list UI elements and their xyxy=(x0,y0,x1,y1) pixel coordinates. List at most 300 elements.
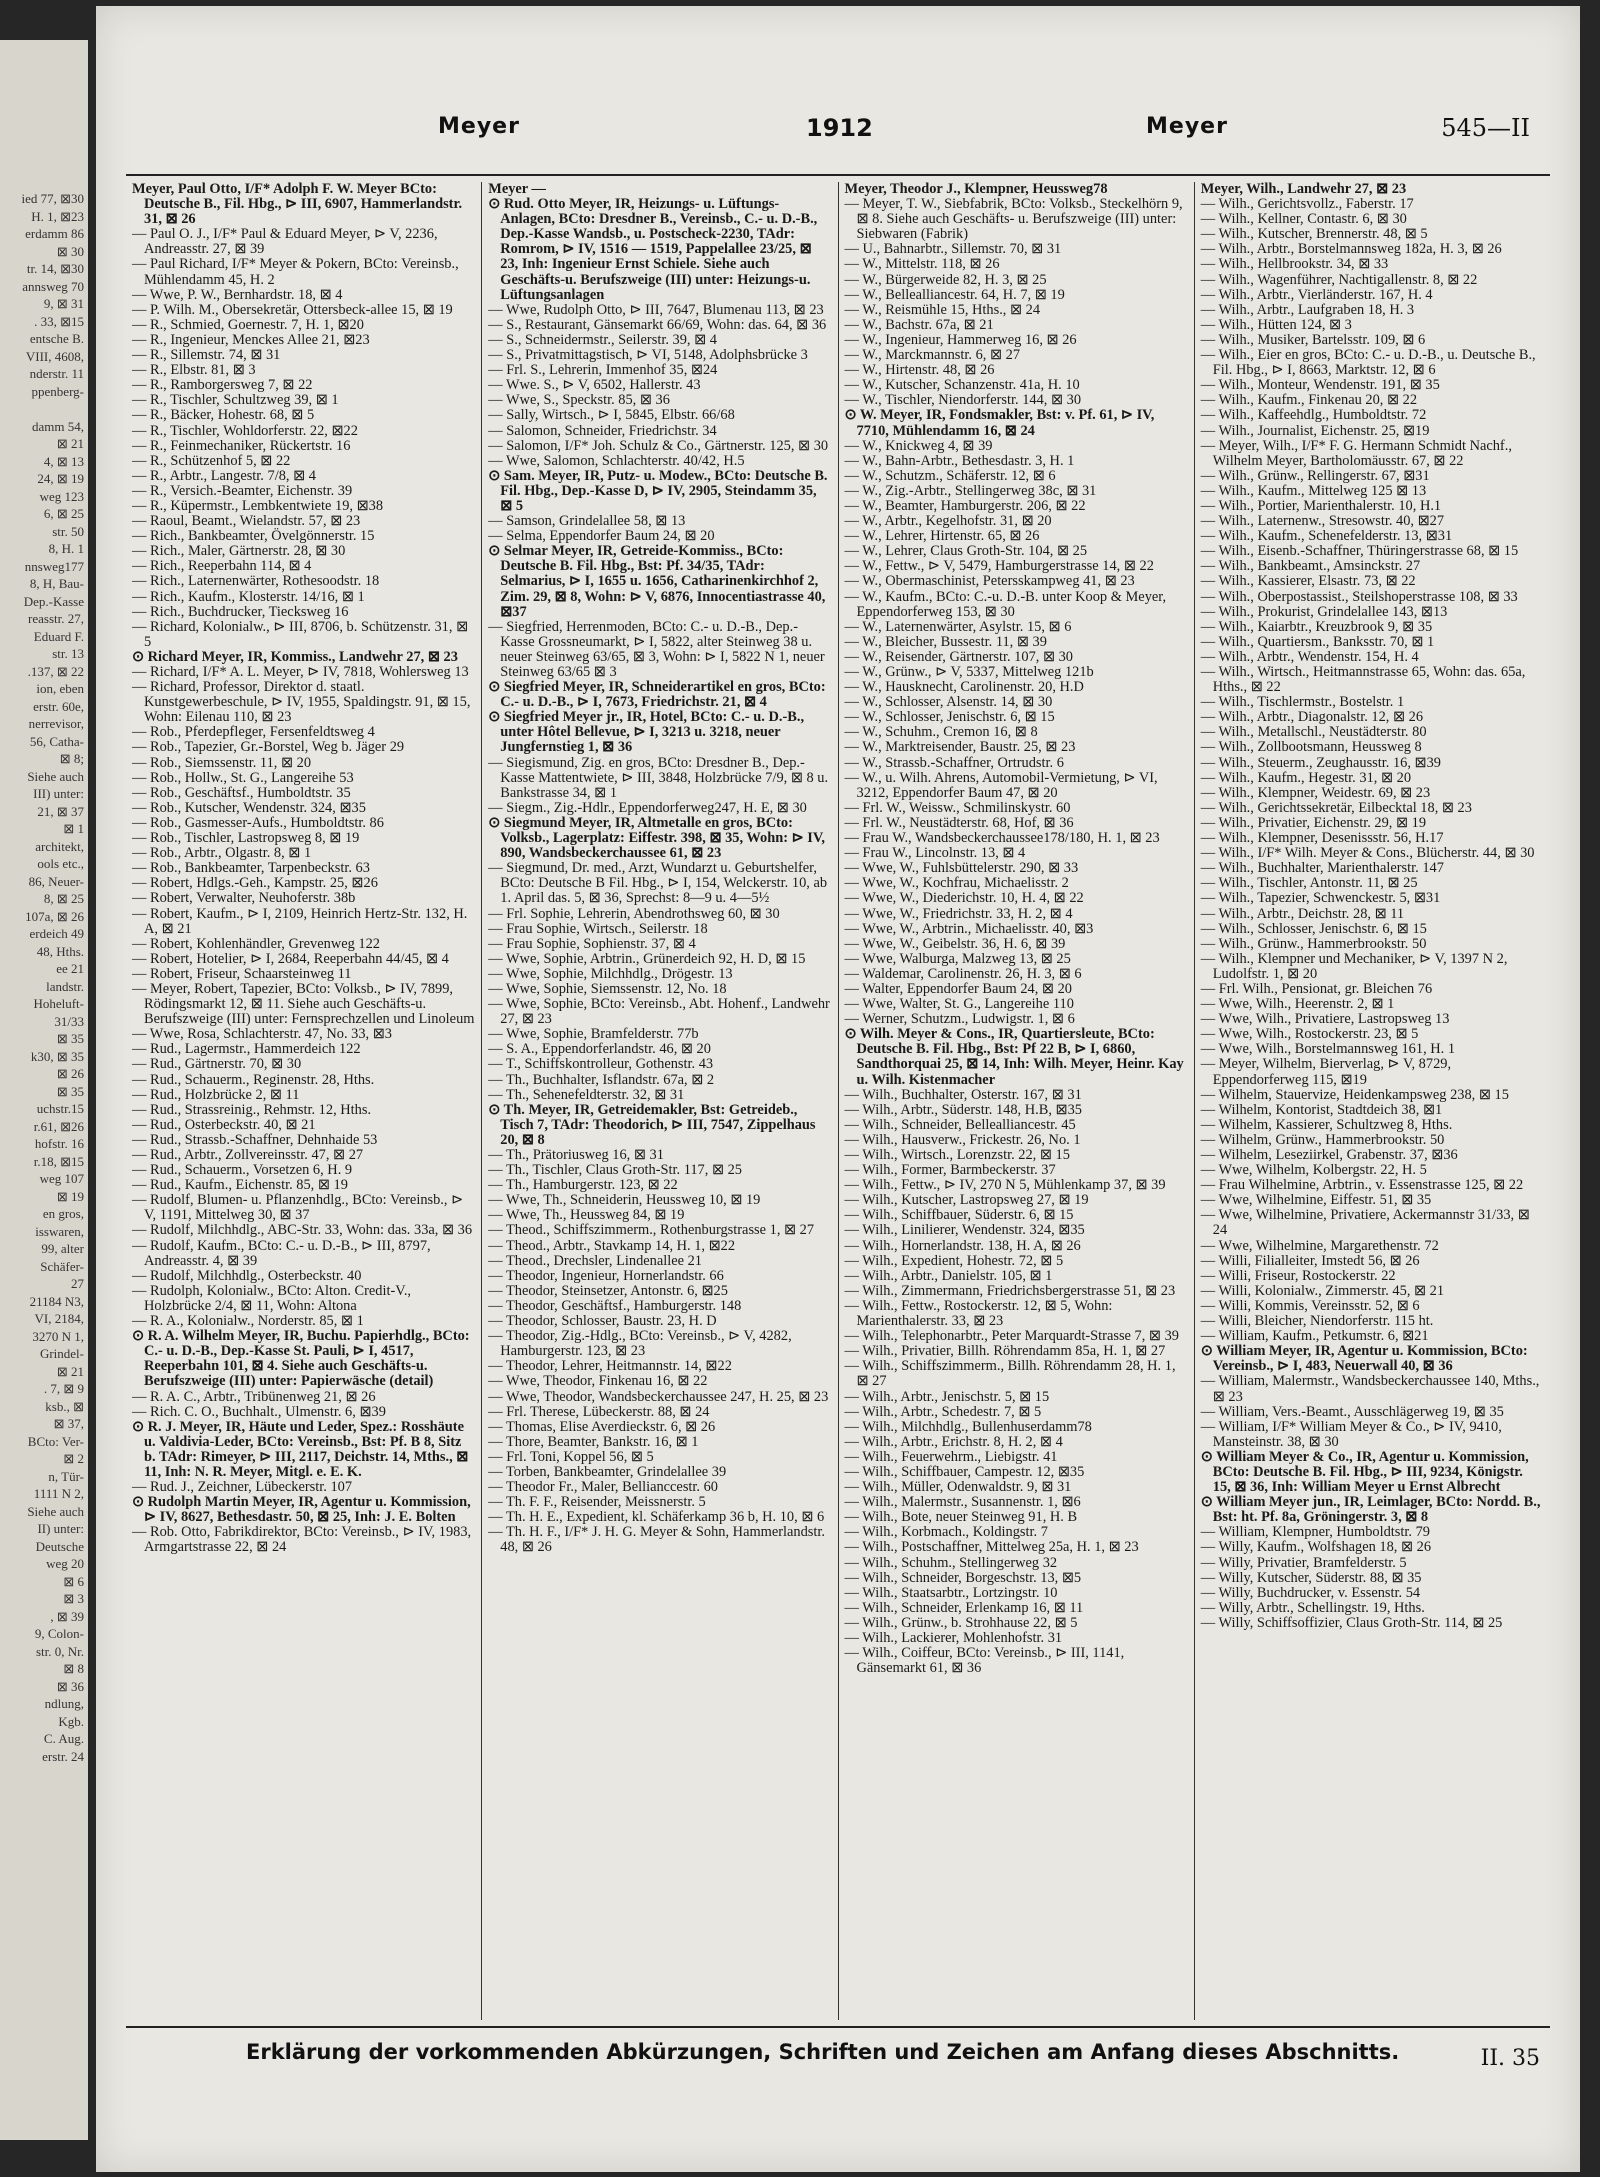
directory-entry: — Wilh., Tischler, Antonstr. 11, ⊠ 25 xyxy=(1200,875,1418,892)
directory-entry: — Rob., Geschäftsf., Humboldtstr. 35 xyxy=(132,784,351,801)
adjacent-page-line: C. Aug. xyxy=(43,1731,84,1746)
directory-entry: — Frau Wilhelmine, Arbtrin., v. Essenstrasse 125, ⊠ 22 xyxy=(1200,1177,1524,1194)
adjacent-page-line: weg 20 xyxy=(46,1556,84,1571)
directory-entry: — W., Reismühle 15, Hths., ⊠ 24 xyxy=(844,301,1041,318)
directory-entry: ⊙ Rudolph Martin Meyer, IR, Agentur u. Kommission, ⊳ IV, 8627, Bethesdastr. 50, ⊠ 25, Inh: J. E. Bolten xyxy=(132,1494,471,1526)
directory-entry: — Wwe, W., Fuhlsbüttelerstr. 290, ⊠ 33 xyxy=(844,860,1079,877)
directory-entry: — Siegmund, Dr. med., Arzt, Wundarzt u. Geburtshelfer, BCto: Deutsche B Fil. Hbg., ⊳ I, 154, Welckerstr. 10, ab 1. April das. 5, ⊠ 36, Sprechst: 8—9 u. 4—5½ xyxy=(488,860,828,907)
directory-entry: — Wilh., Quartiersm., Banksstr. 70, ⊠ 1 xyxy=(1200,633,1435,650)
directory-entry: — Theod., Arbtr., Stavkamp 14, H. 1, ⊠22 xyxy=(488,1237,736,1254)
adjacent-page-line: . 33, ⊠15 xyxy=(34,313,84,329)
directory-entry: — Wilh., Kaiarbtr., Kreuzbrook 9, ⊠ 35 xyxy=(1200,618,1433,635)
directory-entry: — W., Fettw., ⊳ V, 5479, Hamburgerstrasse 14, ⊠ 22 xyxy=(844,558,1154,575)
directory-entry: — Willi, Kommis, Vereinsstr. 52, ⊠ 6 xyxy=(1200,1297,1420,1314)
adjacent-page-line: BCto: Ver- xyxy=(27,1433,84,1449)
directory-entry: — Wwe, Wilh., Heerenstr. 2, ⊠ 1 xyxy=(1200,996,1395,1013)
adjacent-page-line: erstr. 60e, xyxy=(33,698,84,714)
directory-entry: — Rud., Arbtr., Zollvereinsstr. 47, ⊠ 27 xyxy=(132,1147,364,1163)
directory-entry: ⊙ William Meyer jun., IR, Leimlager, BCto: Nordd. B., Bst: ht. Pf. 8a, Gröningerstr. 3, ⊠ 8 xyxy=(1200,1494,1541,1526)
directory-entry: — Thomas, Elise Averdieckstr. 6, ⊠ 26 xyxy=(488,1418,716,1435)
directory-entry: — R., Bäcker, Hohestr. 68, ⊠ 5 xyxy=(132,407,315,424)
directory-entry: — Wilh., Eier en gros, BCto: C.- u. D.-B., u. Deutsche B., Fil. Hbg., ⊳ I, 8663, Marktstr. 12, ⊠ 6 xyxy=(1200,347,1536,379)
directory-entry: — Wilh., Klempner und Mechaniker, ⊳ V, 1397 N 2, Ludolfstr. 1, ⊠ 20 xyxy=(1200,950,1508,982)
directory-entry: — Meyer, T. W., Siebfabrik, BCto: Volksb., Steckelhörn 9, ⊠ 8. Siehe auch Geschäfts- u. Berufszweige (III) unter: Siebwaren (Fabrik) xyxy=(844,196,1183,243)
directory-entry: — W., Lehrer, Hirtenstr. 65, ⊠ 26 xyxy=(844,528,1040,545)
directory-entry: — Wilh., Klempner, Desenissstr. 56, H.17 xyxy=(1200,830,1444,847)
directory-entry: — W., Kutscher, Schanzenstr. 41a, H. 10 xyxy=(844,377,1080,394)
adjacent-page-line: reasstr. 27, xyxy=(28,611,84,626)
adjacent-page-line: 48, Hths. xyxy=(36,943,84,959)
directory-entry: — Wilh., Tischlermstr., Bostelstr. 1 xyxy=(1200,694,1405,711)
directory-entry: — Wilh., Arbtr., Erichstr. 8, H. 2, ⊠ 4 xyxy=(844,1433,1063,1450)
directory-entry: — W., Lehrer, Claus Groth-Str. 104, ⊠ 25 xyxy=(844,543,1088,560)
directory-entry: — William, Klempner, Humboldtstr. 79 xyxy=(1200,1524,1430,1541)
adjacent-page-line: ⊠ 6 xyxy=(63,1573,84,1589)
directory-entry: — Wilh., Arbtr., Wendenstr. 154, H. 4 xyxy=(1200,648,1419,665)
directory-entry: — S., Schneidermstr., Seilerstr. 39, ⊠ 4 xyxy=(488,331,717,348)
directory-entry: — W., Bürgerweide 82, H. 3, ⊠ 25 xyxy=(844,271,1047,288)
adjacent-page-line: H. 1, ⊠23 xyxy=(31,208,84,224)
directory-entry: — Rich., Bankbeamter, Övelgönnerstr. 15 xyxy=(132,528,375,545)
directory-entry: — Theod., Schiffszimmerm., Rothenburgstrasse 1, ⊠ 27 xyxy=(488,1222,815,1239)
directory-entry: — T., Schiffskontrolleur, Gothenstr. 43 xyxy=(488,1056,714,1073)
directory-entry: — W., u. Wilh. Ahrens, Automobil-Vermietung, ⊳ VI, 3212, Eppendorfer Baum 47, ⊠ 20 xyxy=(844,769,1158,801)
directory-entry: — William, Kaufm., Petkumstr. 6, ⊠21 xyxy=(1200,1328,1429,1345)
adjacent-page-line: Siehe auch xyxy=(27,768,84,784)
directory-entry: — Theodor, Ingenieur, Hornerlandstr. 66 xyxy=(488,1267,724,1284)
adjacent-page-line: r.61, ⊠26 xyxy=(33,1118,84,1134)
directory-entry: ⊙ William Meyer & Co., IR, Agentur u. Kommission, BCto: Deutsche B. Fil. Hbg., ⊳ III, 9234, Königstr. 15, ⊠ 36, Inh: William Meyer u Ernst Albrecht xyxy=(1200,1448,1529,1496)
adjacent-page-line: str. 50 xyxy=(52,523,84,539)
adjacent-page-line: 6, ⊠ 25 xyxy=(43,506,84,521)
adjacent-page-line: ⊠ 37, xyxy=(53,1416,84,1431)
directory-entry: — Wwe, Sophie, Bramfelderstr. 77b xyxy=(488,1026,699,1043)
directory-entry: — Wilh., Buchhalter, Osterstr. 167, ⊠ 31 xyxy=(844,1086,1082,1103)
adjacent-page-line: Deutsche xyxy=(35,1538,84,1554)
adjacent-page-line: ⊠ 21 xyxy=(56,1363,84,1379)
directory-entry: — R., Versich.-Beamter, Eichenstr. 39 xyxy=(132,482,353,499)
directory-entry: — Wilh., Kaufm., Hegestr. 31, ⊠ 20 xyxy=(1200,769,1412,786)
adjacent-page-line: Dep.-Kasse xyxy=(23,593,84,609)
directory-entry: — Wwe, Wilh., Borstelmannsweg 161, H. 1 xyxy=(1200,1041,1456,1058)
directory-entry: — U., Bahnarbtr., Sillemstr. 70, ⊠ 31 xyxy=(844,241,1062,258)
directory-entry: — Rich., Reeperbahn 114, ⊠ 4 xyxy=(132,558,312,575)
directory-entry: — Wilh., Privatier, Eichenstr. 29, ⊠ 19 xyxy=(1200,814,1427,831)
directory-entry: — Theodor, Schlosser, Baustr. 23, H. D xyxy=(488,1313,717,1330)
footer-signature: II. 35 xyxy=(1480,2046,1540,2071)
directory-entry: — Frl. Therese, Lübeckerstr. 88, ⊠ 24 xyxy=(488,1403,710,1420)
adjacent-page-line: k30, ⊠ 35 xyxy=(30,1048,84,1064)
directory-entry: — Wilh., I/F* Wilh. Meyer & Cons., Blücherstr. 44, ⊠ 30 xyxy=(1200,845,1535,862)
directory-entry: — Willi, Friseur, Rostockerstr. 22 xyxy=(1200,1267,1396,1284)
adjacent-page-line: 107a, ⊠ 26 xyxy=(25,908,84,924)
adjacent-page-line: hofstr. 16 xyxy=(34,1136,84,1151)
directory-entry: — Wwe, Wilhelmine, Eiffestr. 51, ⊠ 35 xyxy=(1200,1192,1432,1209)
directory-entry: — Wilh., Schneider, Bellealliancestr. 45 xyxy=(844,1116,1076,1133)
directory-entry: — W., Arbtr., Kegelhofstr. 31, ⊠ 20 xyxy=(844,513,1052,530)
directory-entry: — Rud., Schauerm., Vorsetzen 6, H. 9 xyxy=(132,1162,353,1179)
directory-entry: — Wilh., Fettw., ⊳ IV, 270 N 5, Mühlenkamp 37, ⊠ 39 xyxy=(844,1177,1166,1194)
directory-entry: — Wwe, Walter, St. G., Langereihe 110 xyxy=(844,996,1074,1013)
directory-entry: — Wilh., Tapezier, Schwenckestr. 5, ⊠31 xyxy=(1200,890,1441,907)
directory-entry: — Wilhelm, Leseziirkel, Grabenstr. 37, ⊠36 xyxy=(1200,1147,1458,1163)
column-1 xyxy=(126,182,482,2020)
adjacent-page-line: Hoheluft- xyxy=(33,996,84,1011)
column-2 xyxy=(482,182,838,2020)
adjacent-page-line: ⊠ 8 xyxy=(63,1661,84,1676)
directory-entry: — Wwe. S., ⊳ V, 6502, Hallerstr. 43 xyxy=(488,377,701,394)
directory-entry: — W., Schuhm., Cremon 16, ⊠ 8 xyxy=(844,724,1038,741)
adjacent-page-line: ⊠ 1 xyxy=(63,821,84,836)
directory-entry: — Wilh., Kaufm., Schenefelderstr. 13, ⊠31 xyxy=(1200,528,1453,545)
directory-entry: — Wilh., Coiffeur, BCto: Vereinsb., ⊳ III, 1141, Gänsemarkt 61, ⊠ 36 xyxy=(844,1645,1125,1677)
directory-entry: — Wilh., Müller, Odenwaldstr. 9, ⊠ 31 xyxy=(844,1479,1072,1496)
adjacent-page-line: entsche B. xyxy=(29,331,84,346)
directory-entry: — Wilh., Kaufm., Mittelweg 125 ⊠ 13 xyxy=(1200,482,1427,499)
directory-entry: — Wilh., Grünw., b. Strohhause 22, ⊠ 5 xyxy=(844,1614,1078,1631)
directory-entry: — Robert, Hdlgs.-Geh., Kampstr. 25, ⊠26 xyxy=(132,875,378,892)
directory-entry: — Wilh., Musiker, Bartelsstr. 109, ⊠ 6 xyxy=(1200,331,1426,348)
directory-entry: — Th., Tischler, Claus Groth-Str. 117, ⊠ 25 xyxy=(488,1162,742,1179)
directory-entry: — R., Tischler, Schultzweg 39, ⊠ 1 xyxy=(132,392,339,409)
adjacent-page-line: ion, eben xyxy=(36,681,84,696)
directory-entry: — Rob., Tapezier, Gr.-Borstel, Weg b. Jäger 29 xyxy=(132,739,405,756)
directory-entry: — Siegm., Zig.-Hdlr., Eppendorferweg247, H. E, ⊠ 30 xyxy=(488,799,807,816)
directory-entry: — Rich., Maler, Gärtnerstr. 28, ⊠ 30 xyxy=(132,543,346,560)
directory-entry: — W., Mittelstr. 118, ⊠ 26 xyxy=(844,256,1000,273)
header-page-number: 545—II xyxy=(1441,114,1530,142)
adjacent-page-line: str. 13 xyxy=(52,646,84,661)
directory-entry: — W., Schlosser, Alsenstr. 14, ⊠ 30 xyxy=(844,694,1053,711)
directory-entry: — Wilh., Arbtr., Schedestr. 7, ⊠ 5 xyxy=(844,1403,1042,1420)
directory-entry: ⊙ R. J. Meyer, IR, Häute und Leder, Spez.: Rosshäute u. Valdivia-Leder, BCto: Vereinsb., Bst: Pf. B 8, Sitz b. TAdr: Rimeyer, ⊳ III, 2117, Deichstr. 14, Mths., ⊠ 11, Inh: N. R. Meyer, Mitgl. e. E. K. xyxy=(132,1418,469,1480)
directory-entry: — Th., Prätoriusweg 16, ⊠ 31 xyxy=(488,1147,664,1163)
directory-entry: — Wilh., Privatier, Billh. Röhrendamm 85a, H. 1, ⊠ 27 xyxy=(844,1343,1166,1360)
directory-entry: — Wilh., Wagenführer, Nachtigallenstr. 8, ⊠ 22 xyxy=(1200,271,1478,288)
directory-entry: — Wwe, S., Speckstr. 85, ⊠ 36 xyxy=(488,392,670,409)
directory-entry: — Wilh., Schiffbauer, Campestr. 12, ⊠35 xyxy=(844,1463,1085,1480)
directory-entry: — Wilh., Arbtr., Borstelmannsweg 182a, H. 3, ⊠ 26 xyxy=(1200,241,1502,258)
adjacent-page-line: ⊠ 2 xyxy=(63,1451,84,1466)
directory-entry: — Wilh., Schuhm., Stellingerweg 32 xyxy=(844,1554,1058,1571)
adjacent-page-line: uchstr.15 xyxy=(36,1101,84,1116)
directory-entry: — Wilh., Arbtr., Vierländerstr. 167, H. 4 xyxy=(1200,286,1433,303)
adjacent-page-line: ⊠ 21 xyxy=(56,436,84,451)
directory-entry: — Frau Sophie, Sophienstr. 37, ⊠ 4 xyxy=(488,935,696,952)
directory-entry: — Siegismund, Zig. en gros, BCto: Dresdner B., Dep.-Kasse Mattentwiete, ⊳ III, 3848, Holzbrücke 7/9, ⊠ 8 u. Bankstrasse 34, ⊠ 1 xyxy=(488,754,829,801)
directory-entry: — Rud., Strassreinig., Rehmstr. 12, Hths. xyxy=(132,1101,372,1118)
adjacent-page-line: str. 0, Nr. xyxy=(35,1643,84,1659)
directory-entry: ⊙ Selmar Meyer, IR, Getreide-Kommiss., BCto: Deutsche B. Fil. Hbg., Bst: Pf. 34/35, TAdr: Selmarius, ⊳ I, 1655 u. 1656, Catharinenkirchhof 2, Zim. 29, ⊠ 8, Wohn: ⊳ V, 6876, Innocentiastrasse 40, ⊠37 xyxy=(488,543,826,620)
directory-entry: Meyer, Theodor J., Klempner, Heussweg78 xyxy=(844,182,1108,197)
adjacent-page-line: 1111 N 2, xyxy=(33,1486,84,1501)
adjacent-page-line: ee 21 xyxy=(56,961,84,976)
directory-entry: — Wilh., Kutscher, Brennerstr. 48, ⊠ 5 xyxy=(1200,226,1428,243)
directory-entry: — R., Ramborgersweg 7, ⊠ 22 xyxy=(132,377,313,394)
adjacent-page-line: Eduard F. xyxy=(33,628,84,644)
adjacent-page-line: Kgb. xyxy=(58,1713,84,1729)
directory-entry: — Wwe, W., Geibelstr. 36, H. 6, ⊠ 39 xyxy=(844,935,1066,952)
directory-entry: ⊙ Wilh. Meyer & Cons., IR, Quartiersleute, BCto: Deutsche B. Fil. Hbg., Bst: Pf 22 B, ⊳ I, 6860, Sandthorquai 25, ⊠ 14, Inh: Wilh. Meyer, Heinr. Kay u. Wilh. Kistenmacher xyxy=(844,1026,1184,1088)
directory-entry: — Salomon, I/F* Joh. Schulz & Co., Gärtnerstr. 125, ⊠ 30 xyxy=(488,437,829,454)
adjacent-page-line: ⊠ 26 xyxy=(56,1066,84,1081)
adjacent-page-line: erstr. 24 xyxy=(42,1748,84,1764)
directory-entry: — R., Elbstr. 81, ⊠ 3 xyxy=(132,362,256,379)
adjacent-page-line: n, Tür- xyxy=(48,1468,84,1484)
adjacent-page-line: ⊠ 30 xyxy=(56,243,84,259)
adjacent-page-line: 3270 N 1, xyxy=(32,1328,84,1344)
directory-entry: — Theodor, Geschäftsf., Hamburgerstr. 148 xyxy=(488,1297,742,1314)
directory-entry: — Wilh., Arbtr., Diagonalstr. 12, ⊠ 26 xyxy=(1200,709,1424,726)
directory-entry: — Wilh., Former, Barmbeckerstr. 37 xyxy=(844,1162,1056,1179)
directory-entry: — Wilh., Kaufm., Finkenau 20, ⊠ 22 xyxy=(1200,392,1418,409)
directory-entry: — Raoul, Beamt., Wielandstr. 57, ⊠ 23 xyxy=(132,513,361,530)
adjacent-page-line: 9, Colon- xyxy=(34,1626,84,1641)
directory-page xyxy=(96,6,1580,2172)
directory-entry: — Rud., Gärtnerstr. 70, ⊠ 30 xyxy=(132,1056,302,1073)
directory-entry: — Th. H. F., I/F* J. H. G. Meyer & Sohn, Hammerlandstr. 48, ⊠ 26 xyxy=(488,1524,825,1556)
adjacent-page-line: damm 54, xyxy=(32,418,84,434)
directory-entry: ⊙ Siegfried Meyer jr., IR, Hotel, BCto: C.- u. D.-B., unter Hôtel Bellevue, ⊳ I, 3213 u. 3218, neuer Jungfernstieg 1, ⊠ 36 xyxy=(488,709,805,756)
directory-entry: — Walter, Eppendorfer Baum 24, ⊠ 20 xyxy=(844,980,1072,997)
directory-entry: — Wilh., Zimmermann, Friedrichsbergerstrasse 51, ⊠ 23 xyxy=(844,1282,1176,1299)
directory-entry: — Wwe, Sophie, Arbtrin., Grünerdeich 92, H. D, ⊠ 15 xyxy=(488,950,806,967)
directory-entry: — Frau W., Wandsbeckerchaussee178/180, H. 1, ⊠ 23 xyxy=(844,830,1160,847)
adjacent-page-line: 21184 N3, xyxy=(29,1293,84,1309)
directory-entry: — Theodor, Zig.-Hdlg., BCto: Vereinsb., ⊳ V, 4282, Hamburgerstr. 123, ⊠ 23 xyxy=(488,1328,792,1360)
directory-entry: — Willi, Bleicher, Niendorferstr. 115 ht. xyxy=(1200,1313,1434,1330)
directory-entry: — Frau W., Lincolnstr. 13, ⊠ 4 xyxy=(844,845,1026,862)
directory-entry: — Waldemar, Carolinenstr. 26, H. 3, ⊠ 6 xyxy=(844,965,1082,982)
directory-entry: — Paul O. J., I/F* Paul & Eduard Meyer, ⊳ V, 2236, Andreasstr. 27, ⊠ 39 xyxy=(132,226,438,258)
directory-entry: — R., Schmied, Goernestr. 7, H. 1, ⊠20 xyxy=(132,316,364,333)
directory-entry: — Robert, Kohlenhändler, Grevenweg 122 xyxy=(132,935,380,952)
directory-entry: — Wilh., Oberpostassist., Steilshoperstrasse 108, ⊠ 33 xyxy=(1200,588,1518,605)
page-header xyxy=(126,114,1550,148)
directory-entry: — Torben, Bankbeamter, Grindelallee 39 xyxy=(488,1463,727,1480)
adjacent-page-line: ksb., ⊠ xyxy=(45,1398,84,1414)
directory-entry: — Wilhelm, Kontorist, Stadtdeich 38, ⊠1 xyxy=(1200,1101,1443,1118)
adjacent-page-line: 99, alter xyxy=(41,1241,84,1256)
directory-entry: — W., Bahn-Arbtr., Bethesdastr. 3, H. 1 xyxy=(844,452,1075,469)
directory-entry: — W., Marktreisender, Baustr. 25, ⊠ 23 xyxy=(844,739,1076,756)
adjacent-page-line: annsweg 70 xyxy=(22,278,84,294)
adjacent-page-line: Schäfer- xyxy=(40,1258,84,1274)
directory-entry: — Rob., Tischler, Lastropsweg 8, ⊠ 19 xyxy=(132,830,360,847)
adjacent-page-line: 31/33 xyxy=(54,1013,84,1029)
directory-entry: Meyer — xyxy=(488,182,546,197)
directory-entry: — W., Grünw., ⊳ V, 5337, Mittelweg 121b xyxy=(844,664,1094,680)
header-left-name: Meyer xyxy=(438,114,520,139)
directory-entry: — Wilh., Zollbootsmann, Heussweg 8 xyxy=(1200,739,1422,756)
directory-entry: — Selma, Eppendorfer Baum 24, ⊠ 20 xyxy=(488,528,715,545)
directory-entry: — R., Feinmechaniker, Rückertstr. 16 xyxy=(132,437,351,454)
directory-entry: — W., Schutzm., Schäferstr. 12, ⊠ 6 xyxy=(844,467,1056,484)
directory-entry: — Rich., Laternenwärter, Rothesoodstr. 18 xyxy=(132,573,380,590)
directory-entry: — W., Beamter, Hamburgerstr. 206, ⊠ 22 xyxy=(844,497,1086,514)
directory-entry: — Wilh., Schiffszimmerm., Billh. Röhrendamm 28, H. 1, ⊠ 27 xyxy=(844,1358,1176,1390)
directory-entry: — Rud., Lagermstr., Hammerdeich 122 xyxy=(132,1041,361,1058)
adjacent-page-line: tr. 14, ⊠30 xyxy=(26,261,84,276)
directory-entry: — Wilh., Laternenw., Stresowstr. 40, ⊠27 xyxy=(1200,513,1445,530)
directory-entry: — Wwe, Sophie, Siemssenstr. 12, No. 18 xyxy=(488,980,727,997)
directory-entry: — Wilhelm, Grünw., Hammerbrookstr. 50 xyxy=(1200,1131,1445,1148)
directory-entry: — Werner, Schutzm., Ludwigstr. 1, ⊠ 6 xyxy=(844,1011,1075,1028)
directory-entry: — Frau Sophie, Wirtsch., Seilerstr. 18 xyxy=(488,920,708,937)
directory-entry: — Frl. Sophie, Lehrerin, Abendrothsweg 60, ⊠ 30 xyxy=(488,905,780,922)
adjacent-page-line: weg 107 xyxy=(39,1171,84,1186)
directory-entry: — Richard, Professor, Direktor d. staatl. Kunstgewerbeschule, ⊳ IV, 1955, Spaldingstr. 91, ⊠ 15, Wohn: Eilenau 110, ⊠ 23 xyxy=(132,679,471,726)
directory-entry: — Rob., Arbtr., Olgastr. 8, ⊠ 1 xyxy=(132,845,312,862)
directory-entry: — Wwe, Wilh., Privatiere, Lastropsweg 13 xyxy=(1200,1011,1450,1028)
directory-entry: ⊙ Richard Meyer, IR, Kommiss., Landwehr 27, ⊠ 23 xyxy=(132,648,458,665)
directory-entry: — W., Obermaschinist, Petersskampweg 41, ⊠ 23 xyxy=(844,573,1135,590)
adjacent-page-fragment xyxy=(0,40,88,2140)
adjacent-page-line: ⊠ 35 xyxy=(56,1083,84,1099)
directory-entry: — Wilh., Lackierer, Mohlenhofstr. 31 xyxy=(844,1630,1063,1646)
adjacent-page-line: 8, ⊠ 25 xyxy=(43,891,84,906)
directory-entry: — Wilh., Schlosser, Jenischstr. 6, ⊠ 15 xyxy=(1200,920,1427,937)
adjacent-page-line: weg 123 xyxy=(39,488,84,504)
directory-entry: — Rich., Buchdrucker, Tiecksweg 16 xyxy=(132,603,349,620)
adjacent-page-line: ied 77, ⊠30 xyxy=(21,191,84,206)
directory-entry: — Willi, Kolonialw., Zimmerstr. 45, ⊠ 21 xyxy=(1200,1282,1445,1299)
directory-entry: — Wwe, W., Diederichstr. 10, H. 4, ⊠ 22 xyxy=(844,890,1084,907)
directory-entry: — Meyer, Robert, Tapezier, BCto: Volksb., ⊳ IV, 7899, Rödingsmarkt 12, ⊠ 11. Siehe auch Geschäfts-u. Berufszweige (III) unter: Fernsprechzellen und Linoleum xyxy=(132,980,475,1028)
directory-entry: — Theodor, Steinsetzer, Antonstr. 6, ⊠25 xyxy=(488,1282,728,1299)
adjacent-page-line: 56, Catha- xyxy=(29,733,84,749)
directory-entry: — Wilh., Malermstr., Susannenstr. 1, ⊠6 xyxy=(844,1494,1081,1511)
directory-entry: — W., Bleicher, Bussestr. 11, ⊠ 39 xyxy=(844,633,1047,650)
directory-entry: — Wilh., Prokurist, Grindelallee 143, ⊠13 xyxy=(1200,603,1448,620)
directory-entry: — Frl. W., Neustädterstr. 68, Hof, ⊠ 36 xyxy=(844,814,1074,831)
directory-entry: ⊙ R. A. Wilhelm Meyer, IR, Buchu. Papierhdlg., BCto: C.- u. D.-B., Dep.-Kasse St. Pauli, ⊳ I, 4517, Reeperbahn 101, ⊠ 4. Siehe auch Geschäfts-u. Berufszweige (III) unter: Papierwäsche (detail) xyxy=(132,1328,470,1390)
directory-entry: — Rudolph, Kolonialw., BCto: Alton. Credit-V., Holzbrücke 2/4, ⊠ 11, Wohn: Altona xyxy=(132,1282,412,1314)
adjacent-page-line: r.18, ⊠15 xyxy=(33,1153,84,1169)
adjacent-page-line: 9, ⊠ 31 xyxy=(43,296,84,311)
adjacent-page-line: . 7, ⊠ 9 xyxy=(43,1381,84,1396)
directory-entry: — Samson, Grindelallee 58, ⊠ 13 xyxy=(488,513,686,530)
directory-entry: — Wwe, Rudolph Otto, ⊳ III, 7647, Blumenau 113, ⊠ 23 xyxy=(488,301,824,318)
directory-entry: — R. A. C., Arbtr., Tribünenweg 21, ⊠ 26 xyxy=(132,1388,376,1405)
adjacent-page-line: nnsweg177 xyxy=(24,558,84,574)
directory-entry: — Willy, Kaufm., Wolfshagen 18, ⊠ 26 xyxy=(1200,1539,1432,1556)
directory-entry: — R., Schützenhof 5, ⊠ 22 xyxy=(132,452,291,469)
directory-entry: — Wilh., Postschaffner, Mittelweg 25a, H. 1, ⊠ 23 xyxy=(844,1539,1139,1556)
directory-entry: — Rob., Hollw., St. G., Langereihe 53 xyxy=(132,769,354,786)
directory-entry: — Rud. J., Zeichner, Lübeckerstr. 107 xyxy=(132,1479,353,1496)
directory-entry: — R., Küpermstr., Lembkentwiete 19, ⊠38 xyxy=(132,497,384,514)
directory-entry: — S., Privatmittagstisch, ⊳ VI, 5148, Adolphsbrücke 3 xyxy=(488,347,808,364)
directory-entry: — Wilh., Wirtsch., Lorenzstr. 22, ⊠ 15 xyxy=(844,1147,1070,1163)
directory-entry: — Rob., Pferdepfleger, Fersenfeldtsweg 4 xyxy=(132,724,375,741)
directory-entry: — Wwe, Sophie, Milchhdlg., Drögestr. 13 xyxy=(488,965,733,982)
directory-entry: — Wilh., Kellner, Contastr. 6, ⊠ 30 xyxy=(1200,211,1407,228)
directory-entry: — Wwe, Sophie, BCto: Vereinsb., Abt. Hohenf., Landwehr 27, ⊠ 23 xyxy=(488,996,830,1028)
directory-entry: — Robert, Friseur, Schaarsteinweg 11 xyxy=(132,965,352,982)
directory-entry: — W., Strassb.-Schaffner, Ortrudstr. 6 xyxy=(844,754,1064,771)
directory-entry: — Wilh., Telephonarbtr., Peter Marquardt-Strasse 7, ⊠ 39 xyxy=(844,1328,1179,1345)
directory-entry: — W., Zig.-Arbtr., Stellingerweg 38c, ⊠ 31 xyxy=(844,482,1097,499)
directory-entry: — Wilh., Feuerwehrm., Liebigstr. 41 xyxy=(844,1448,1058,1465)
directory-entry: — W., Ingenieur, Hammerweg 16, ⊠ 26 xyxy=(844,331,1077,348)
directory-entry: — Wwe, W., Friedrichstr. 33, H. 2, ⊠ 4 xyxy=(844,905,1073,922)
directory-entry: — Wilh., Korbmach., Koldingstr. 7 xyxy=(844,1524,1048,1541)
directory-entry: — Richard, I/F* A. L. Meyer, ⊳ IV, 7818, Wohlersweg 13 xyxy=(132,664,469,680)
directory-entry: — Theodor, Lehrer, Heitmannstr. 14, ⊠22 xyxy=(488,1358,732,1375)
directory-entry: ⊙ W. Meyer, IR, Fondsmakler, Bst: v. Pf. 61, ⊳ IV, 7710, Mühlendamm 16, ⊠ 24 xyxy=(844,407,1155,439)
adjacent-page-line: .137, ⊠ 22 xyxy=(27,663,84,679)
directory-entry: — Sally, Wirtsch., ⊳ I, 5845, Elbstr. 66/68 xyxy=(488,407,735,424)
directory-entry: — R., Tischler, Wohldorferstr. 22, ⊠22 xyxy=(132,422,358,439)
directory-entry: — Wilh., Kaffeehdlg., Humboldtstr. 72 xyxy=(1200,407,1427,424)
adjacent-page-line: Grindel- xyxy=(39,1346,84,1361)
adjacent-page-line: ⊠ 3 xyxy=(63,1591,84,1606)
directory-entry: — W., Bachstr. 67a, ⊠ 21 xyxy=(844,316,994,333)
directory-entry: — Robert, Kaufm., ⊳ I, 2109, Heinrich Hertz-Str. 132, H. A, ⊠ 21 xyxy=(132,905,468,937)
adjacent-page-line: isswaren, xyxy=(35,1223,84,1239)
adjacent-page-line: ⊠ 36 xyxy=(56,1678,84,1694)
directory-entry: — Rudolf, Blumen- u. Pflanzenhdlg., BCto: Vereinsb., ⊳ V, 1191, Mittelweg 30, ⊠ 37 xyxy=(132,1192,464,1224)
directory-entry: — Wwe, W., Kochfrau, Michaelisstr. 2 xyxy=(844,875,1069,892)
directory-entry: — Willy, Schiffsoffizier, Claus Groth-Str. 114, ⊠ 25 xyxy=(1200,1614,1503,1631)
directory-entry: — Rud., Holzbrücke 2, ⊠ 11 xyxy=(132,1086,300,1103)
adjacent-page-line: 27 xyxy=(71,1276,84,1291)
directory-entry: — Wilh., Schiffbauer, Süderstr. 6, ⊠ 15 xyxy=(844,1207,1074,1224)
directory-entry: — Wwe, P. W., Bernhardstr. 18, ⊠ 4 xyxy=(132,286,343,303)
directory-entry: — Frl. Wilh., Pensionat, gr. Bleichen 76 xyxy=(1200,980,1433,997)
directory-entry: — Wilhelm, Kassierer, Schultzweg 8, Hths. xyxy=(1200,1116,1453,1133)
directory-entry: ⊙ Siegmund Meyer, IR, Altmetalle en gros, BCto: Volksb., Lagerplatz: Eiffestr. 398, ⊠ 35, Wohn: ⊳ IV, 890, Wandsbeckerchaussee 61, ⊠ 23 xyxy=(488,814,826,862)
directory-entry: — Frl. Toni, Koppel 56, ⊠ 5 xyxy=(488,1448,654,1465)
directory-entry: — R. A., Kolonialw., Norderstr. 85, ⊠ 1 xyxy=(132,1313,364,1330)
adjacent-page-line: VI, 2184, xyxy=(34,1311,84,1326)
directory-entry: ⊙ William Meyer, IR, Agentur u. Kommission, BCto: Vereinsb., ⊳ I, 483, Neuerwall 40, ⊠ 36 xyxy=(1200,1343,1528,1375)
directory-entry: ⊙ Th. Meyer, IR, Getreidemakler, Bst: Getreideb., Tisch 7, TAdr: Theodorich, ⊳ III, 7547, Zippelhaus 20, ⊠ 8 xyxy=(488,1101,816,1148)
directory-entry: — Wilh., Milchhdlg., Bullenhuserdamm78 xyxy=(844,1418,1092,1435)
directory-entry: — Rob., Kutscher, Wendenstr. 324, ⊠35 xyxy=(132,799,366,816)
directory-entry: — Wilh., Linilierer, Wendenstr. 324, ⊠35 xyxy=(844,1222,1085,1239)
adjacent-page-line: landstr. xyxy=(46,978,84,994)
directory-entry: — Rud., Kaufm., Eichenstr. 85, ⊠ 19 xyxy=(132,1177,348,1194)
adjacent-page-line: nderstr. 11 xyxy=(29,366,84,381)
directory-entry: — Wilh., Arbtr., Deichstr. 28, ⊠ 11 xyxy=(1200,905,1405,922)
directory-entry: — Wilh., Hornerlandstr. 138, H. A, ⊠ 26 xyxy=(844,1237,1081,1254)
directory-entry: — S. A., Eppendorferlandstr. 46, ⊠ 20 xyxy=(488,1041,711,1058)
directory-entry: — Wilh., Klempner, Weidestr. 69, ⊠ 23 xyxy=(1200,784,1431,801)
directory-entry: — Theodor Fr., Maler, Bellianccestr. 60 xyxy=(488,1479,719,1496)
directory-entry: — Rudolf, Kaufm., BCto: C.- u. D.-B., ⊳ III, 8797, Andreasstr. 4, ⊠ 39 xyxy=(132,1237,431,1269)
directory-entry: — Paul Richard, I/F* Meyer & Pokern, BCto: Vereinsb., Mühlendamm 45, H. 2 xyxy=(132,256,459,288)
directory-entry: — Salomon, Schneider, Friedrichstr. 34 xyxy=(488,422,717,439)
directory-entry: — Wilh., Monteur, Wendenstr. 191, ⊠ 35 xyxy=(1200,377,1440,394)
directory-entry: — Wilh., Steuerm., Zeughausstr. 16, ⊠39 xyxy=(1200,754,1441,771)
adjacent-page-line: erdeich 49 xyxy=(29,926,84,941)
directory-entry: — Wilh., Arbtr., Jenischstr. 5, ⊠ 15 xyxy=(844,1388,1050,1405)
directory-entry: — Rud., Strassb.-Schaffner, Dehnhaide 53 xyxy=(132,1131,378,1148)
directory-entry: — Wilh., Arbtr., Süderstr. 148, H.B, ⊠35 xyxy=(844,1101,1082,1118)
directory-entry: — W., Reisender, Gärtnerstr. 107, ⊠ 30 xyxy=(844,648,1074,665)
directory-entry: — Rud., Osterbeckstr. 40, ⊠ 21 xyxy=(132,1116,316,1133)
directory-entry: — Robert, Hotelier, ⊳ I, 2684, Reeperbahn 44/45, ⊠ 4 xyxy=(132,950,449,967)
directory-entry: — W., Schlosser, Jenischstr. 6, ⊠ 15 xyxy=(844,709,1055,726)
directory-entry: ⊙ Siegfried Meyer, IR, Schneiderartikel en gros, BCto: C.- u. D.-B., ⊳ I, 7673, Friedrichstr. 21, ⊠ 4 xyxy=(488,679,826,711)
directory-entry: — Wwe, Walburga, Malzweg 13, ⊠ 25 xyxy=(844,950,1071,967)
directory-entry: — Wilh., Schneider, Borgeschstr. 13, ⊠5 xyxy=(844,1569,1082,1586)
adjacent-page-line: ⊠ 35 xyxy=(56,1031,84,1046)
directory-entry: — Wilh., Journalist, Eichenstr. 25, ⊠19 xyxy=(1200,422,1430,439)
directory-entry: — Meyer, Wilh., I/F* F. G. Hermann Schmidt Nachf., Wilhelm Meyer, Bartholomäusstr. 67, ⊠ 22 xyxy=(1200,437,1512,469)
